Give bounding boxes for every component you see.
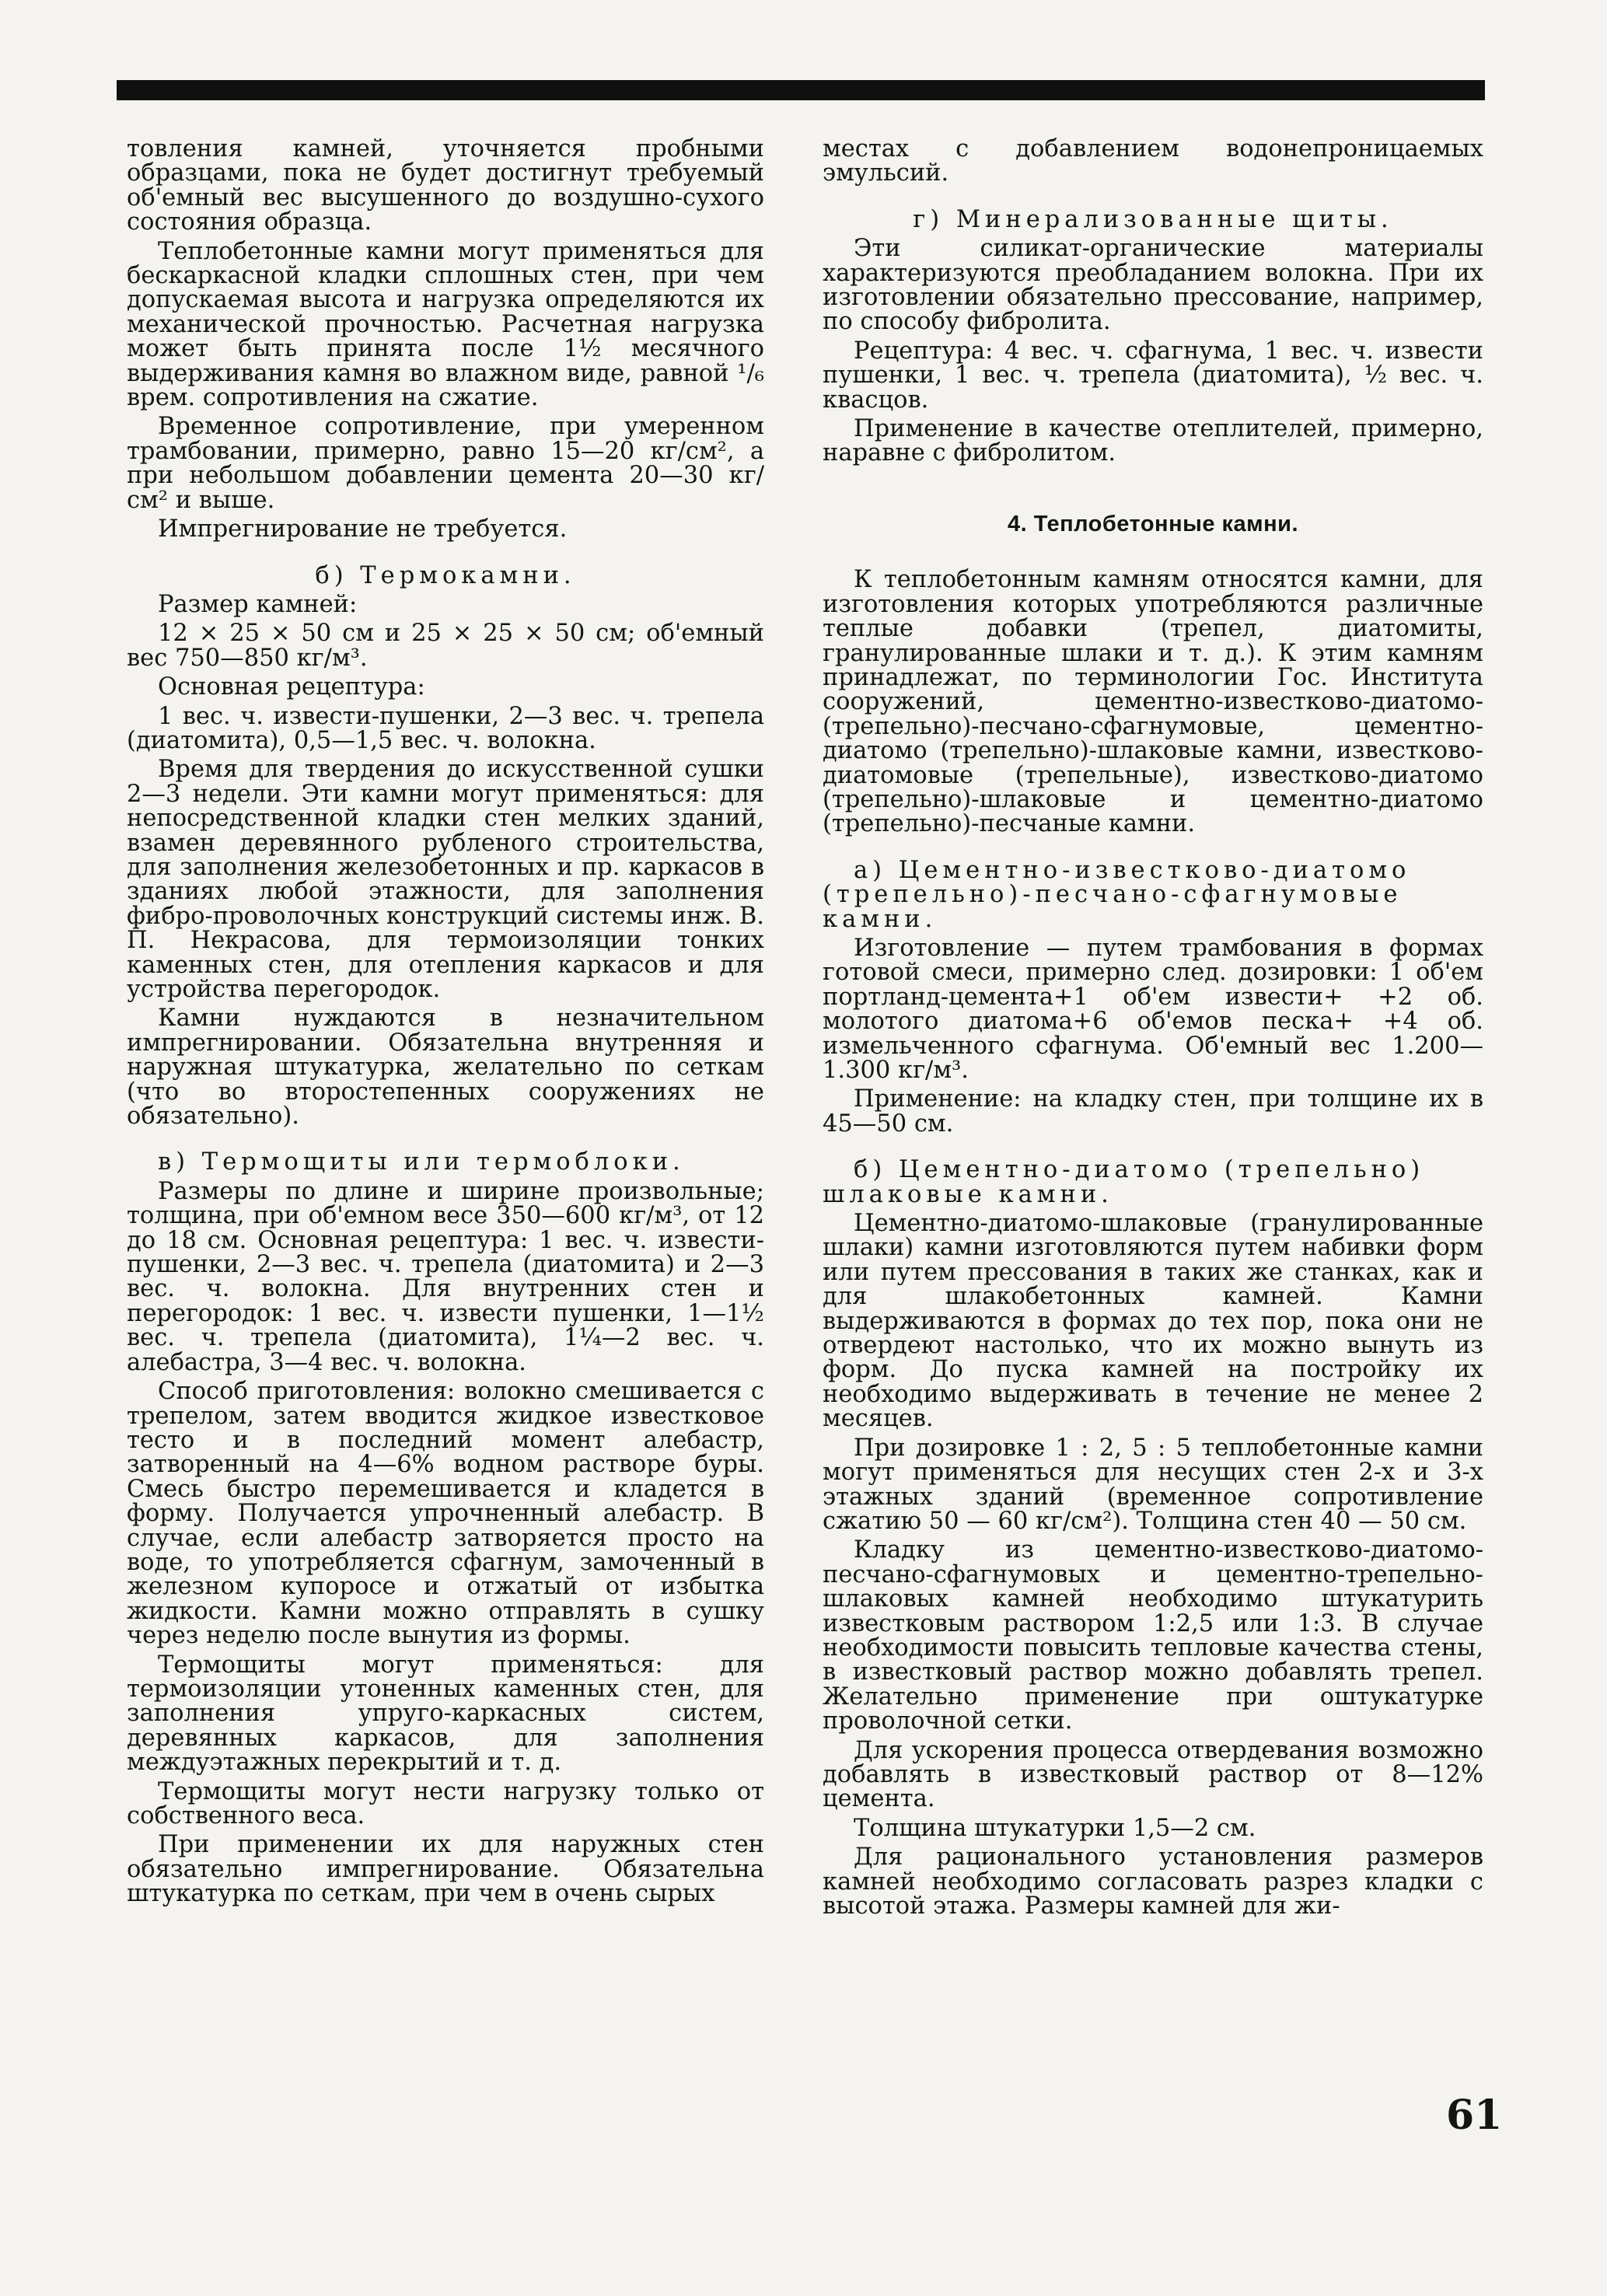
chapter-title: 4. Теплобетонные камни. (1007, 511, 1299, 536)
paragraph: К теплобетонным камням относятся камни, для изготовления которых употребляются различные теплые добавки (трепел, диатомиты, гранулированные шлаки и т. д.). К этим камням принадлежат, по терминологии Гос. Института сооружений, цементно-известково-диатомо- (трепельно)-песчано-сфагнумовые, цементно-диатомо (трепельно)-шлаковые камни, известково-диатомовые (трепельные), известково-диатомо (трепельно)-шлаковые и цементно-диатомо (трепельно)-песчаные камни. (823, 566, 1483, 838)
paragraph: Термощиты могут применяться: для термоизоляции утоненных каменных стен, для заполнения упруго-каркасных систем, деревянных каркасов, для заполнения междуэтажных перекрытий и т. д. (127, 1651, 764, 1777)
paragraph: Размер камней: (158, 590, 358, 618)
paragraph: Камни нуждаются в незначительном импрегнировании. Обязательна внутренняя и наружная штукатурка, желательно по сеткам (что во второстепенных сооружениях не обязательно). (127, 1005, 764, 1131)
top-rule (117, 80, 1485, 100)
paragraph: местах с добавлением водонепроницаемых эмульсий. (823, 135, 1483, 187)
paragraph: Применение: на кладку стен, при толщине их в 45—50 см. (823, 1085, 1483, 1138)
paragraph: Изготовление — путем трамбования в формах готовой смеси, примерно след. дозировки: 1 об'ем портланд-цемента+1 об'ем извести+ +2 об. молотого диатома+6 об'емов песка+ +4 об. измельченного сфагнума. Об'емный вес 1.200—1.300 кг/м³. (823, 934, 1483, 1084)
paragraph: товления камней, уточняется пробными образцами, пока не будет достигнут требуемый об'емный вес высушенного до воздушно-сухого состояния образца. (127, 135, 764, 236)
paragraph: При дозировке 1 : 2, 5 : 5 теплобетонные камни могут применяться для несущих стен 2-х и 3-х этажных зданий (временное сопротивление сжатию 50 — 60 кг/см²). Толщина стен 40 — 50 см. (823, 1434, 1483, 1535)
paragraph: При применении их для наружных стен обязательно импрегнирование. Обязательна штукатурка по сеткам, при чем в очень сырых (127, 1831, 764, 1908)
section-heading: в) Термощиты или термоблоки. (158, 1148, 685, 1176)
paragraph: Толщина штукатурки 1,5—2 см. (854, 1814, 1256, 1842)
paragraph: Эти силикат-органические материалы характеризуются преобладанием волокна. При их изготовлении обязательно прессование, например, по способу фибролита. (823, 235, 1483, 336)
paragraph: Временное сопротивление, при умеренном трамбовании, примерно, равно 15—20 кг/см², а при небольшом добавлении цемента 20—30 кг/см² и выше. (127, 413, 764, 514)
paragraph: 12 × 25 × 50 см и 25 × 25 × 50 см; об'емный вес 750—850 кг/м³. (127, 620, 764, 672)
section-heading: б) Термокамни. (315, 561, 576, 589)
section-heading: г) Минерализованные щиты. (913, 205, 1393, 233)
right-column (823, 137, 1483, 1923)
page-number: 61 (1446, 2092, 1503, 2139)
paragraph: Для рационального установления размеров камней необходимо согласовать разрез кладки с высотой этажа. Размеры камней для жи- (823, 1843, 1483, 1920)
paragraph: Способ приготовления: волокно смешивается с трепелом, затем вводится жидкое известковое тесто и в последний момент алебастр, затворенный на 4—6% водном растворе буры. Смесь быстро перемешивается и кладется в форму. Получается упрочненный алебастр. В случае, если алебастр затворяется просто на воде, то употребляется сфагнум, замоченный в железном купоросе и отжатый от избытка жидкости. Камни можно отправлять в сушку через неделю после вынутия из формы. (127, 1378, 764, 1650)
paragraph: Теплобетонные камни могут применяться для бескаркасной кладки сплошных стен, при чем допускаемая высота и нагрузка определяются их механической прочностью. Расчетная нагрузка может быть принята после 1½ месячного выдерживания камня во влажном виде, равной ¹/₆ врем. сопротивления на сжатие. (127, 237, 764, 412)
paragraph: Размеры по длине и ширине произвольные; толщина, при об'емном весе 350—600 кг/м³, от 12 до 18 см. Основная рецептура: 1 вес. ч. извести-пушенки, 2—3 вес. ч. трепела (диатомита) и 2—3 вес. ч. волокна. Для внутренних стен и перегородок: 1 вес. ч. извести пушенки, 1—1½ вес. ч. трепела (диатомита), 1¼—2 вес. ч. алебастра, 3—4 вес. ч. волокна. (127, 1177, 764, 1376)
paragraph: Для ускорения процесса отвердевания возможно добавлять в известковый раствор от 8—12% цемента. (823, 1736, 1483, 1813)
paragraph: Основная рецептура: (158, 673, 425, 701)
paragraph: Термощиты могут нести нагрузку только от собственного веса. (127, 1777, 764, 1829)
paragraph: Кладку из цементно-известково-диатомо-песчано-сфагнумовых и цементно-трепельно-шлаковых камней необходимо штукатурить известковым раствором 1:2,5 или 1:3. В случае необходимости повысить тепловые качества стены, в известковый раствор можно добавлять трепел. Желательно применение при оштукатурке проволочной сетки. (823, 1536, 1483, 1735)
paragraph: Время для твердения до искусственной сушки 2—3 недели. Эти камни могут применяться: для непосредственной кладки стен мелких зданий, взамен деревянного рубленого строительства, для заполнения железобетонных и пр. каркасов в зданиях любой этажности, для заполнения фибро-проволочных конструкций системы инж. В. П. Некрасова, для термоизоляции тонких каменных стен, для отепления каркасов и для устройства перегородок. (127, 756, 764, 1003)
paragraph: Цементно-диатомо-шлаковые (гранулированные шлаки) камни изготовляются путем набивки форм или путем прессования в таких же станках, как и для шлакобетонных камней. Камни выдерживаются в формах до тех пор, пока они не отвердеют настолько, что их можно вынуть из форм. До пуска камней на постройку их необходимо выдерживать в течение не менее 2 месяцев. (823, 1210, 1483, 1433)
paragraph: Импрегнирование не требуется. (158, 515, 568, 543)
paragraph: 1 вес. ч. извести-пушенки, 2—3 вес. ч. трепела (диатомита), 0,5—1,5 вес. ч. волокна. (127, 702, 764, 754)
paragraph: Применение в качестве отеплителей, примерно, наравне с фибролитом. (823, 415, 1483, 467)
paragraph: Рецептура: 4 вес. ч. сфагнума, 1 вес. ч. извести пушенки, 1 вес. ч. трепела (диатомита), ½ вес. ч. квасцов. (823, 337, 1483, 414)
left-column (127, 137, 764, 1911)
section-heading: а) Цементно-известково-диатомо (трепельно)-песчано-сфагнумовые камни. (823, 856, 1411, 933)
section-heading: б) Цементно-диатомо (трепельно) шлаковые камни. (823, 1156, 1425, 1208)
